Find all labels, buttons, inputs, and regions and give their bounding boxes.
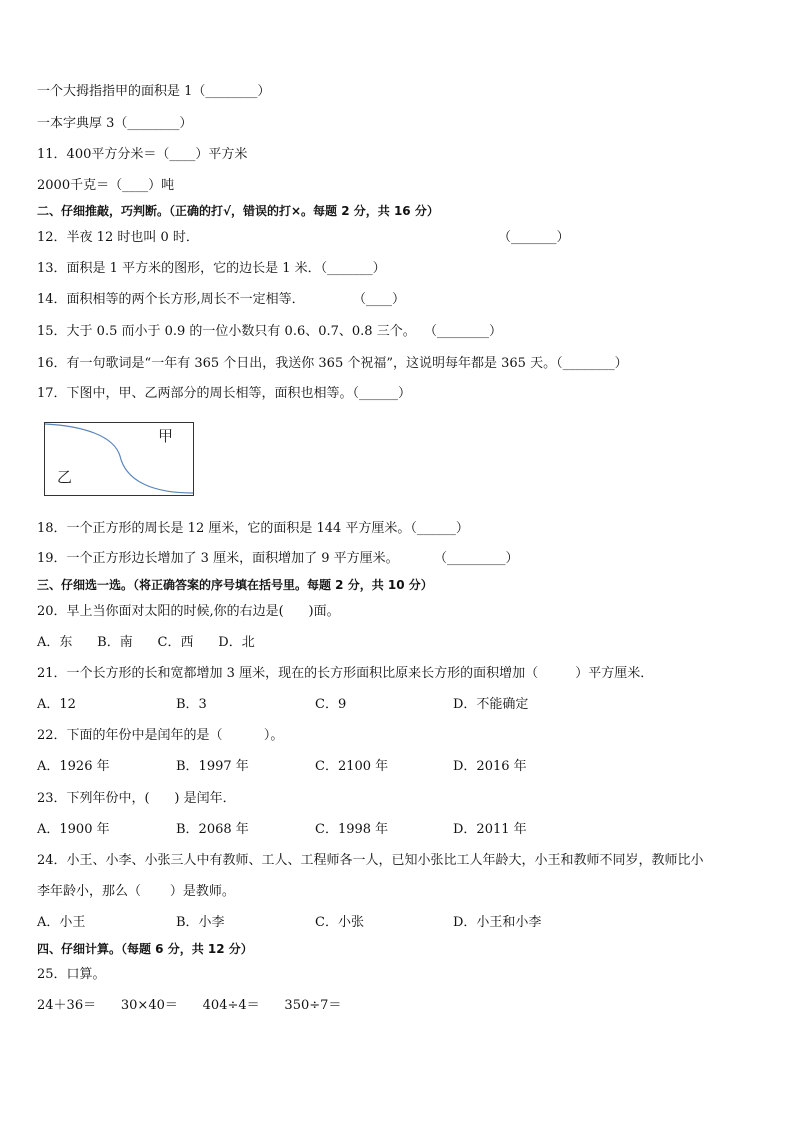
- line-dictionary-thickness: 一本字典厚 3（________）: [37, 116, 193, 131]
- question-13: 13．面积是 1 平方米的图形，它的边长是 1 米．（_______）: [37, 261, 386, 276]
- question-24-continued: 李年龄小，那么（ ）是教师。: [37, 884, 235, 899]
- question-24: 24．小王、小李、小张三人中有教师、工人、工程师各一人，已知小张比工人年龄大，小王和教师不同岁，教师比小: [37, 853, 704, 868]
- option-a: A．12: [37, 697, 76, 712]
- question-23: 23．下列年份中，( ) 是闰年．: [37, 791, 236, 806]
- line-thumbnail-area: 一个大拇指指甲的面积是 1（________）: [37, 84, 271, 99]
- option-d: D．小王和小李: [453, 915, 542, 930]
- question-21: 21．一个长方形的长和宽都增加 3 厘米，现在的长方形面积比原来长方形的面积增加（ ）平方厘米．: [37, 666, 654, 681]
- question-20: 20．早上当你面对太阳的时候,你的右边是( )面。: [37, 604, 340, 619]
- question-12-answer: （_______）: [498, 230, 570, 245]
- question-22: 22．下面的年份中是闰年的是（ ）。: [37, 728, 284, 743]
- question-16: 16．有一句歌词是“一年有 365 个日出，我送你 365 个祝福”，这说明每年都是 365 天。（________）: [37, 356, 628, 371]
- question-20-options: A．东 B．南 C．西 D．北: [37, 635, 255, 650]
- question-11-part-b: 2000千克＝（____）吨: [37, 178, 175, 193]
- option-b: B．小李: [176, 915, 225, 930]
- figure-svg: [44, 422, 194, 496]
- mental-calculation-row: 24＋36＝ 30×40＝ 404÷4＝ 350÷7＝: [37, 998, 342, 1013]
- option-d: D．2016 年: [453, 759, 527, 774]
- option-c: C．9: [315, 697, 347, 712]
- question-17: 17．下图中，甲、乙两部分的周长相等，面积也相等。（______）: [37, 386, 412, 401]
- option-b: B．2068 年: [176, 822, 249, 837]
- option-c: C．2100 年: [315, 759, 389, 774]
- figure-jia-yi: [44, 422, 194, 496]
- figure-label-yi: 乙: [57, 468, 73, 486]
- question-12: 12．半夜 12 时也叫 0 时．: [37, 230, 199, 245]
- question-14-answer: （____）: [353, 292, 406, 307]
- option-c: C．小张: [315, 915, 364, 930]
- option-a: A．1900 年: [37, 822, 110, 837]
- section-4-heading: 四、仔细计算。（每题 6 分，共 12 分）: [37, 942, 253, 956]
- section-2-heading: 二、仔细推敲，巧判断。（正确的打√，错误的打×。每题 2 分，共 16 分）: [37, 204, 439, 218]
- question-18: 18．一个正方形的周长是 12 厘米，它的面积是 144 平方厘米。（______）: [37, 521, 469, 536]
- question-19-answer: （_________）: [434, 551, 519, 566]
- option-a: A．1926 年: [37, 759, 110, 774]
- question-25: 25．口算。: [37, 967, 106, 982]
- option-b: B．3: [176, 697, 207, 712]
- question-11: 11．400平方分米＝（____）平方米: [37, 147, 248, 162]
- option-d: D．不能确定: [453, 697, 529, 712]
- section-3-heading: 三、仔细选一选。（将正确答案的序号填在括号里。每题 2 分，共 10 分）: [37, 578, 433, 592]
- figure-label-jia: 甲: [158, 427, 174, 445]
- question-19: 19．一个正方形边长增加了 3 厘米，面积增加了 9 平方厘米。: [37, 551, 399, 566]
- option-a: A．小王: [37, 915, 86, 930]
- option-d: D．2011 年: [453, 822, 527, 837]
- option-c: C．1998 年: [315, 822, 389, 837]
- question-14: 14．面积相等的两个长方形,周长不一定相等．: [37, 292, 305, 307]
- question-15: 15．大于 0.5 而小于 0.9 的一位小数只有 0.6、0.7、0.8 三个。 （________）: [37, 324, 502, 339]
- option-b: B．1997 年: [176, 759, 249, 774]
